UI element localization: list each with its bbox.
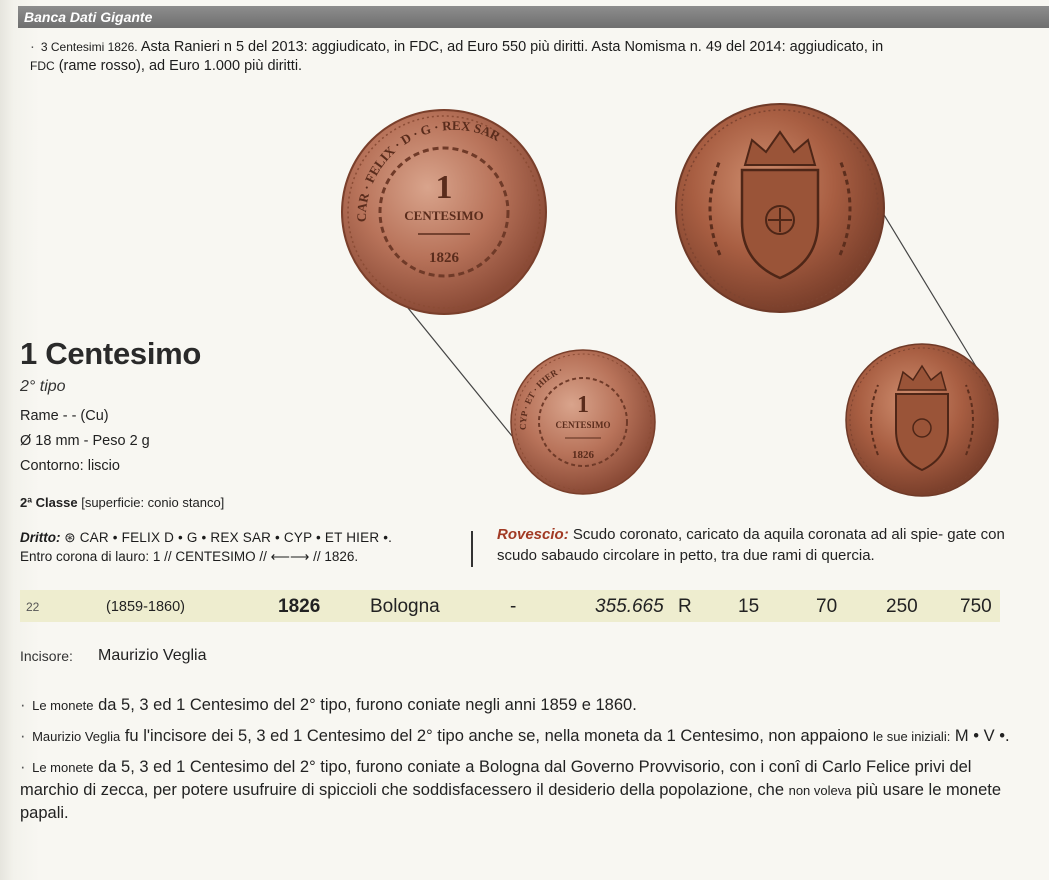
obverse-label: Dritto:	[20, 530, 61, 545]
description-divider	[471, 531, 473, 567]
spec-metal-label: Rame	[20, 408, 59, 424]
note-text: fu l'incisore dei 5, 3 ed 1 Centesimo del 2° tipo anche se, nella moneta da 1 Centesimo, non appaiono	[124, 727, 869, 745]
spec-edge	[20, 458, 120, 474]
note-item	[20, 694, 1020, 717]
note-lead: Le monete	[32, 698, 94, 713]
obverse-large-unit: CENTESIMO	[404, 208, 484, 223]
engraver-name: Maurizio Veglia	[98, 647, 207, 664]
catalog-number: 22	[26, 600, 40, 614]
auction-note-lead2: FDC	[30, 59, 55, 73]
catalog-price: 15	[738, 596, 760, 617]
notes-list	[20, 694, 1020, 832]
spec-edge-value: liscio	[87, 458, 120, 474]
note-lead: Le monete	[32, 760, 94, 775]
catalog-year: 1826	[278, 596, 321, 617]
spec-weight: - Peso 2 g	[83, 433, 150, 449]
spec-class-label: 2ª Classe	[20, 495, 78, 510]
bullet-mark: ·	[30, 39, 35, 55]
section-header-title: Banca Dati Gigante	[24, 9, 153, 25]
auction-note-text2: (rame rosso), ad Euro 1.000 più diritti.	[58, 58, 303, 74]
spec-class	[20, 495, 224, 510]
note-item	[20, 756, 1020, 824]
obverse-large-year: 1826	[429, 250, 459, 266]
note-text2: più usare le monete papali.	[20, 781, 1002, 822]
obverse-description	[20, 528, 450, 566]
spec-class-value: [superficie: conio stanco]	[81, 495, 225, 510]
obverse-small-year: 1826	[572, 449, 594, 461]
note-item	[20, 725, 1020, 748]
note-lead2: le sue iniziali:	[873, 729, 951, 744]
spec-metal	[20, 408, 109, 424]
note-text2: M • V •.	[954, 727, 1010, 745]
note-lead2: non voleva	[788, 783, 852, 798]
coin-title: 1 Centesimo	[20, 336, 202, 371]
catalog-mark: -	[510, 596, 517, 617]
obverse-large-legend: CAR · FELIX · D · G · REX SAR	[353, 117, 503, 223]
auction-note-text: Asta Ranieri n 5 del 2013: aggiudicato, in FDC, ad Euro 550 più diritti. Asta Nomisma n. 49 del 2014: aggiudicato, in	[140, 39, 884, 55]
reverse-label: Rovescio:	[497, 526, 569, 543]
auction-note-lead: 3 Centesimi 1826.	[40, 40, 138, 54]
bullet-mark: ·	[20, 727, 26, 745]
catalog-price: 250	[886, 596, 918, 617]
bullet-mark: ·	[20, 696, 26, 714]
obverse-small-coin	[511, 350, 655, 494]
note-text: da 5, 3 ed 1 Centesimo del 2° tipo, furono coniate a Bologna dal Governo Provvisorio, con i conî di Carlo Felice privi del marchio di zecca, per potere usufruire di spiccioli che soddisfacessero il desiderio della popolazione, che	[20, 758, 972, 799]
spec-size-weight	[20, 433, 150, 449]
catalog-mintage: 355.665	[595, 596, 664, 617]
catalog-rarity: R	[678, 596, 692, 617]
obverse-large-coin	[342, 110, 546, 314]
reverse-small-coin	[846, 344, 998, 496]
note-text: da 5, 3 ed 1 Centesimo del 2° tipo, furono coniate negli anni 1859 e 1860.	[98, 696, 637, 714]
catalog-price: 70	[816, 596, 838, 617]
spec-size: Ø 18 mm	[20, 433, 80, 449]
obverse-legend: ⊛ CAR • FELIX D • G • REX SAR • CYP • ET HIER •.	[64, 530, 393, 545]
spec-metal-value: - - (Cu)	[62, 408, 109, 424]
obverse-small-value: 1	[577, 392, 589, 418]
catalog-period: (1859-1860)	[106, 599, 185, 615]
engraver-label: Incisore:	[20, 648, 73, 664]
note-lead: Maurizio Veglia	[32, 729, 121, 744]
catalog-price: 750	[960, 596, 992, 617]
spec-edge-label: Contorno:	[20, 458, 84, 474]
obverse-line2: 1 // CENTESIMO // ⟵⟶ // 1826.	[152, 549, 359, 564]
catalog-row	[20, 590, 1000, 622]
obverse-small-unit: CENTESIMO	[555, 420, 611, 430]
reverse-text: Scudo coronato, caricato da aquila coronata ad ali spie- gate con scudo sabaudo circolare in petto, tra due rami di quercia.	[497, 526, 1005, 564]
obverse-small-legend: CYP · ET · HIER ·	[517, 364, 564, 431]
obverse-large-value: 1	[435, 169, 453, 206]
obverse-line2-lead: Entro corona di lauro:	[20, 549, 150, 564]
reverse-description	[497, 524, 1007, 566]
coin-type: 2° tipo	[20, 378, 66, 395]
bullet-mark: ·	[20, 758, 26, 776]
catalog-mint: Bologna	[370, 596, 440, 617]
reverse-large-coin	[676, 104, 884, 312]
